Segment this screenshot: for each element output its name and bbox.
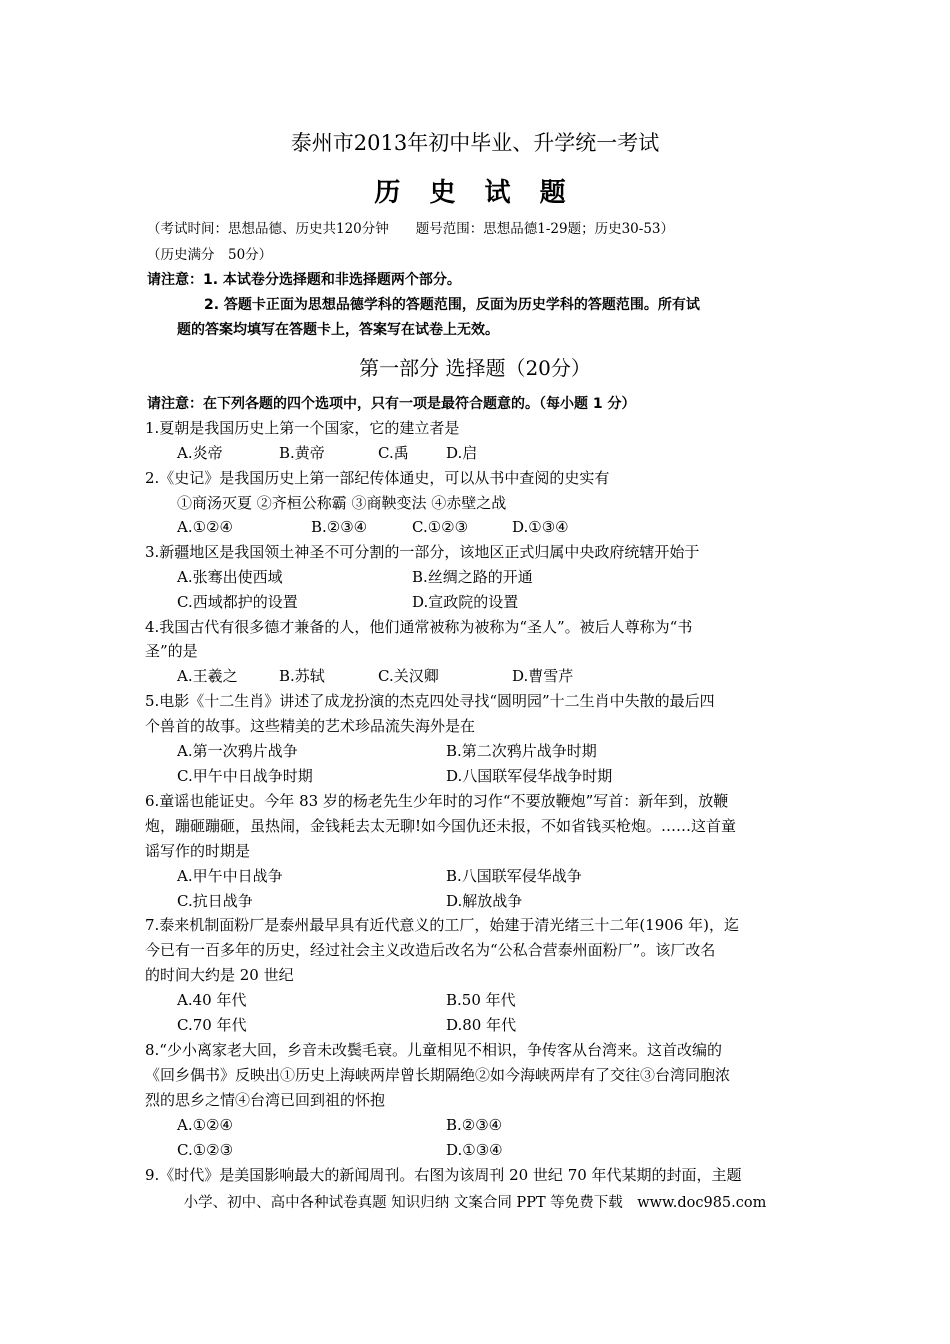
q6-stem-line2: 炮，蹦砸蹦砸，虽热闹，金钱耗去太无聊!如今国仇还未报，不如省钱买枪炮。……这首童	[145, 817, 737, 835]
q8-option-c: C.①②③	[177, 1141, 234, 1159]
footer-note: 小学、初中、高中各种试卷真题 知识归纳 文案合同 PPT 等免费下载 www.doc985.com	[183, 1195, 767, 1211]
q4-option-a: A.王羲之	[177, 667, 238, 685]
q5-stem-line2: 个兽首的故事。这些精美的艺术珍品流失海外是在	[145, 717, 476, 735]
q8-option-a: A.①②④	[177, 1116, 233, 1134]
q3-stem: 3.新疆地区是我国领土神圣不可分割的一部分，该地区正式归属中央政府统辖开始于	[145, 543, 700, 561]
q1-option-a: A.炎帝	[177, 444, 223, 462]
q1-option-b: B.黄帝	[279, 444, 325, 462]
notice-2b: 题的答案均填写在答题卡上，答案写在试卷上无效。	[177, 322, 499, 338]
q7-option-a: A.40 年代	[177, 991, 247, 1009]
q6-option-b: B.八国联军侵华战争	[446, 867, 582, 885]
q2-option-d: D.①③④	[512, 518, 569, 536]
q4-option-d: D.曹雪芹	[512, 667, 574, 685]
q8-stem-line3: 烈的思乡之情④台湾已回到祖的怀抱	[145, 1091, 386, 1109]
q5-option-d: D.八国联军侵华战争时期	[446, 767, 613, 785]
q2-items: ①商汤灭夏 ②齐桓公称霸 ③商鞅变法 ④赤壁之战	[177, 494, 507, 512]
q6-stem-line1: 6.童谣也能证史。今年 83 岁的杨老先生少年时的习作“不要放鞭炮”写首：新年到，放鞭	[145, 792, 729, 810]
q1-stem: 1.夏朝是我国历史上第一个国家，它的建立者是	[145, 419, 460, 437]
q6-stem-line3: 谣写作的时期是	[145, 842, 251, 860]
q5-option-b: B.第二次鸦片战争时期	[446, 742, 597, 760]
q9-stem-line1: 9.《时代》是美国影响最大的新闻周刊。右图为该周刊 20 世纪 70 年代某期的封面，主题	[145, 1166, 742, 1184]
q7-option-b: B.50 年代	[446, 991, 516, 1009]
q3-option-b: B.丝绸之路的开通	[412, 568, 533, 586]
q8-stem-line1: 8.“少小离家老大回，乡音未改鬓毛衰。儿童相见不相识，争传客从台湾来。这首改编的	[145, 1041, 722, 1059]
q5-option-a: A.第一次鸦片战争	[177, 742, 298, 760]
q7-stem-line3: 的时间大约是 20 世纪	[145, 966, 294, 984]
q6-option-a: A.甲午中日战争	[177, 867, 283, 885]
section-instruction: 请注意：在下列各题的四个选项中，只有一项是最符合题意的。（每小题 1 分）	[147, 396, 636, 412]
q4-option-c: C.关汉卿	[378, 667, 439, 685]
q2-option-b: B.②③④	[311, 518, 368, 536]
q7-option-d: D.80 年代	[446, 1016, 517, 1034]
notice-1: 请注意：1. 本试卷分选择题和非选择题两个部分。	[147, 272, 461, 288]
q1-option-d: D.启	[446, 444, 478, 462]
q3-option-a: A.张骞出使西域	[177, 568, 283, 586]
q5-option-c: C.甲午中日战争时期	[177, 767, 313, 785]
q7-stem-line2: 今已有一百多年的历史，经过社会主义改造后改名为“公私合营泰州面粉厂”。该厂改名	[145, 941, 716, 959]
q8-stem-line2: 《回乡偶书》反映出①历史上海峡两岸曾长期隔绝②如今海峡两岸有了交往③台湾同胞浓	[145, 1066, 731, 1084]
score-info-line: （历史满分 50分）	[147, 247, 273, 263]
subject-title: 历 史 试 题	[374, 178, 576, 208]
q3-option-c: C.西域都护的设置	[177, 593, 298, 611]
q4-option-b: B.苏轼	[279, 667, 325, 685]
section-title: 第一部分 选择题（20分）	[359, 356, 591, 380]
q7-stem-line1: 7.泰来机制面粉厂是泰州最早具有近代意义的工厂，始建于清光绪三十二年(1906 年)，迄	[145, 916, 739, 934]
q4-stem-line1: 4.我国古代有很多德才兼备的人，他们通常被称为被称为“圣人”。被后人尊称为“书	[145, 618, 693, 636]
q5-stem-line1: 5.电影《十二生肖》讲述了成龙扮演的杰克四处寻找“圆明园”十二生肖中失散的最后四	[145, 692, 715, 710]
q7-option-c: C.70 年代	[177, 1016, 247, 1034]
notice-2a: 2. 答题卡正面为思想品德学科的答题范围，反面为历史学科的答题范围。所有试	[204, 297, 700, 313]
q6-option-d: D.解放战争	[446, 892, 523, 910]
exam-info-line: （考试时间：思想品德、历史共120分钟 题号范围：思想品德1-29题；历史30-53）	[147, 221, 675, 237]
q6-option-c: C.抗日战争	[177, 892, 253, 910]
q2-option-c: C.①②③	[412, 518, 469, 536]
exam-title: 泰州市2013年初中毕业、升学统一考试	[290, 131, 660, 155]
q3-option-d: D.宣政院的设置	[412, 593, 519, 611]
q2-stem: 2.《史记》是我国历史上第一部纪传体通史，可以从书中查阅的史实有	[145, 469, 610, 487]
q2-option-a: A.①②④	[177, 518, 233, 536]
q4-stem-line2: 圣”的是	[145, 642, 198, 660]
q8-option-b: B.②③④	[446, 1116, 503, 1134]
q1-option-c: C.禹	[378, 444, 409, 462]
q8-option-d: D.①③④	[446, 1141, 503, 1159]
